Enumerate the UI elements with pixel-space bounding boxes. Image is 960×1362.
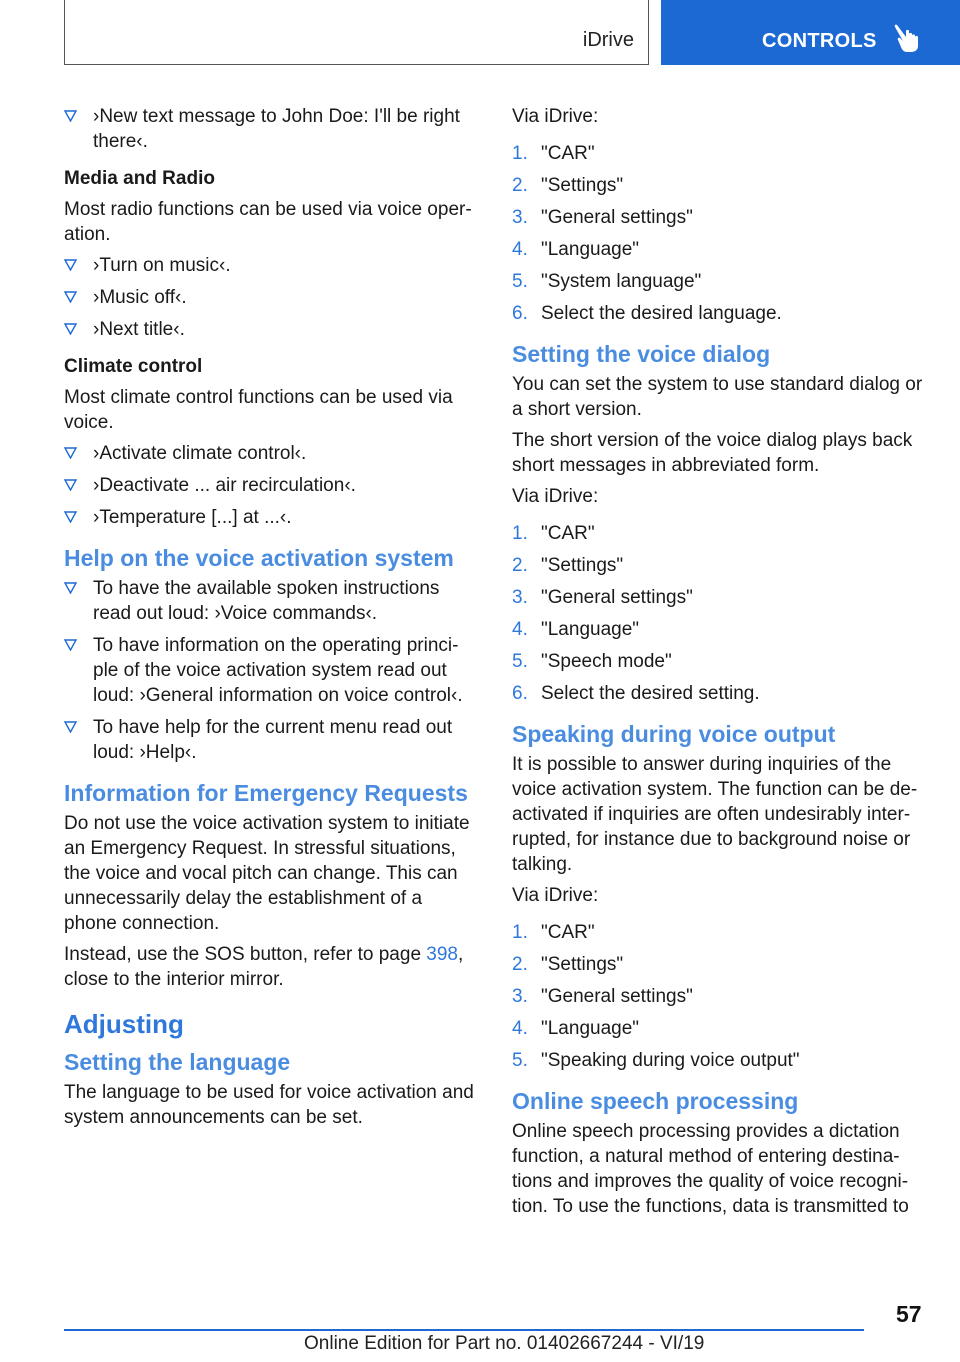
header-chapter-label: CONTROLS [762,30,877,52]
list-item: ›New text message to John Doe: I'll be right there‹. [64,104,478,154]
list-item: 1. "CAR" [512,523,595,544]
media-paragraph: Most radio functions can be used via voice oper‐ation. [64,199,472,245]
list-item: 5. "Speech mode" [512,651,672,672]
list-item: 4. "Language" [512,1018,640,1039]
language-heading: Setting the language [64,1049,291,1075]
watermark-logo-graphic [688,1334,938,1358]
climate-paragraph: Most climate control functions can be used via voice. [64,387,453,433]
footer-divider [64,1329,864,1331]
help-command-list [64,576,478,765]
list-item: 1. "CAR" [512,143,595,164]
header-chapter-tab [661,0,960,65]
climate-subheading: Climate control [64,356,203,377]
bullet-triangle-icon [64,639,77,651]
page-reference-link[interactable]: 398 [426,944,458,965]
list-item: 2. "Settings" [512,555,624,576]
bullet-triangle-icon [64,110,77,122]
left-column [64,104,478,1136]
list-item: 4. "Language" [512,239,640,260]
list-item: 3. "General settings" [512,986,693,1007]
voice-dialog-paragraph-2: The short version of the voice dialog plays back short messages in abbreviated form. [512,430,913,476]
language-steps-list [512,141,926,326]
list-item: ›Deactivate ... air recirculation‹. [64,473,478,498]
list-item: 4. "Language" [512,619,640,640]
list-item: 6. Select the desired setting. [512,683,760,704]
bullet-triangle-icon [64,511,77,523]
pointing-hand-icon [893,22,923,54]
bullet-triangle-icon [64,323,77,335]
list-item: 3. "General settings" [512,587,693,608]
media-subheading: Media and Radio [64,168,215,189]
media-command-list [64,253,478,342]
help-heading: Help on the voice activation system [64,545,454,571]
bullet-triangle-icon [64,259,77,271]
page-number: 57 [896,1301,922,1327]
via-idrive-label: Via iDrive: [512,486,599,507]
bullet-triangle-icon [64,291,77,303]
list-item: 5. "Speaking during voice output" [512,1050,800,1071]
list-item: ›Music off‹. [64,285,478,310]
list-item: To have help for the current menu read out loud: ›Help‹. [64,715,478,765]
list-item: ›Temperature [...] at ...‹. [64,505,478,530]
voice-dialog-heading: Setting the voice dialog [512,341,771,367]
bullet-triangle-icon [64,721,77,733]
online-speech-paragraph: Online speech processing provides a dictation function, a natural method of entering destina‐tions and improves the quality of voice recogni‐tion. To use the functions, data is transmitted to [512,1121,909,1217]
list-item: To have information on the operating princi‐ple of the voice activation system read out loud: ›General information on voice control‹. [64,633,478,708]
speaking-heading: Speaking during voice output [512,721,836,747]
list-item: 1. "CAR" [512,922,595,943]
speaking-paragraph: It is possible to answer during inquiries of the voice activation system. The function can be de‐activated if inquiries are often undesirably inter‐rupted, for instance due to background noise or talking. [512,754,918,875]
header-section-box [64,0,649,65]
voice-dialog-paragraph-1: You can set the system to use standard dialog or a short version. [512,374,923,420]
climate-command-list [64,441,478,530]
speech-mode-steps-list [512,521,926,706]
bullet-triangle-icon [64,447,77,459]
footer-edition: Online Edition for Part no. 01402667244 - VI/19 [304,1333,705,1354]
emergency-paragraph: Do not use the voice activation system to initiate an Emergency Request. In stressful situations, the voice and vocal pitch can change. This can unnecessarily delay the establishment of a phone connection. [64,813,470,934]
speaking-steps-list [512,920,926,1073]
bullet-triangle-icon [64,582,77,594]
list-item: 3. "General settings" [512,207,693,228]
list-item: ›Turn on music‹. [64,253,478,278]
list-item: 2. "Settings" [512,175,624,196]
list-item: 6. Select the desired language. [512,303,782,324]
online-speech-heading: Online speech processing [512,1088,799,1114]
language-paragraph: The language to be used for voice activation and system announcements can be set. [64,1082,474,1128]
list-item: To have the available spoken instructions read out loud: ›Voice commands‹. [64,576,478,626]
list-item: 5. "System language" [512,271,702,292]
bullet-triangle-icon [64,479,77,491]
sos-paragraph: Instead, use the SOS button, refer to page 398, close to the interior mirror. [64,944,464,990]
emergency-heading: Information for Emergency Requests [64,780,468,806]
list-item: ›Next title‹. [64,317,478,342]
right-column [512,104,926,1225]
adjusting-heading: Adjusting [64,1009,184,1039]
list-item: 2. "Settings" [512,954,624,975]
via-idrive-label: Via iDrive: [512,885,599,906]
list-item: ›Activate climate control‹. [64,441,478,466]
header-section-title: iDrive [582,29,634,51]
via-idrive-label: Via iDrive: [512,106,599,127]
message-example-list [64,104,478,154]
watermark-logo [688,1334,938,1362]
